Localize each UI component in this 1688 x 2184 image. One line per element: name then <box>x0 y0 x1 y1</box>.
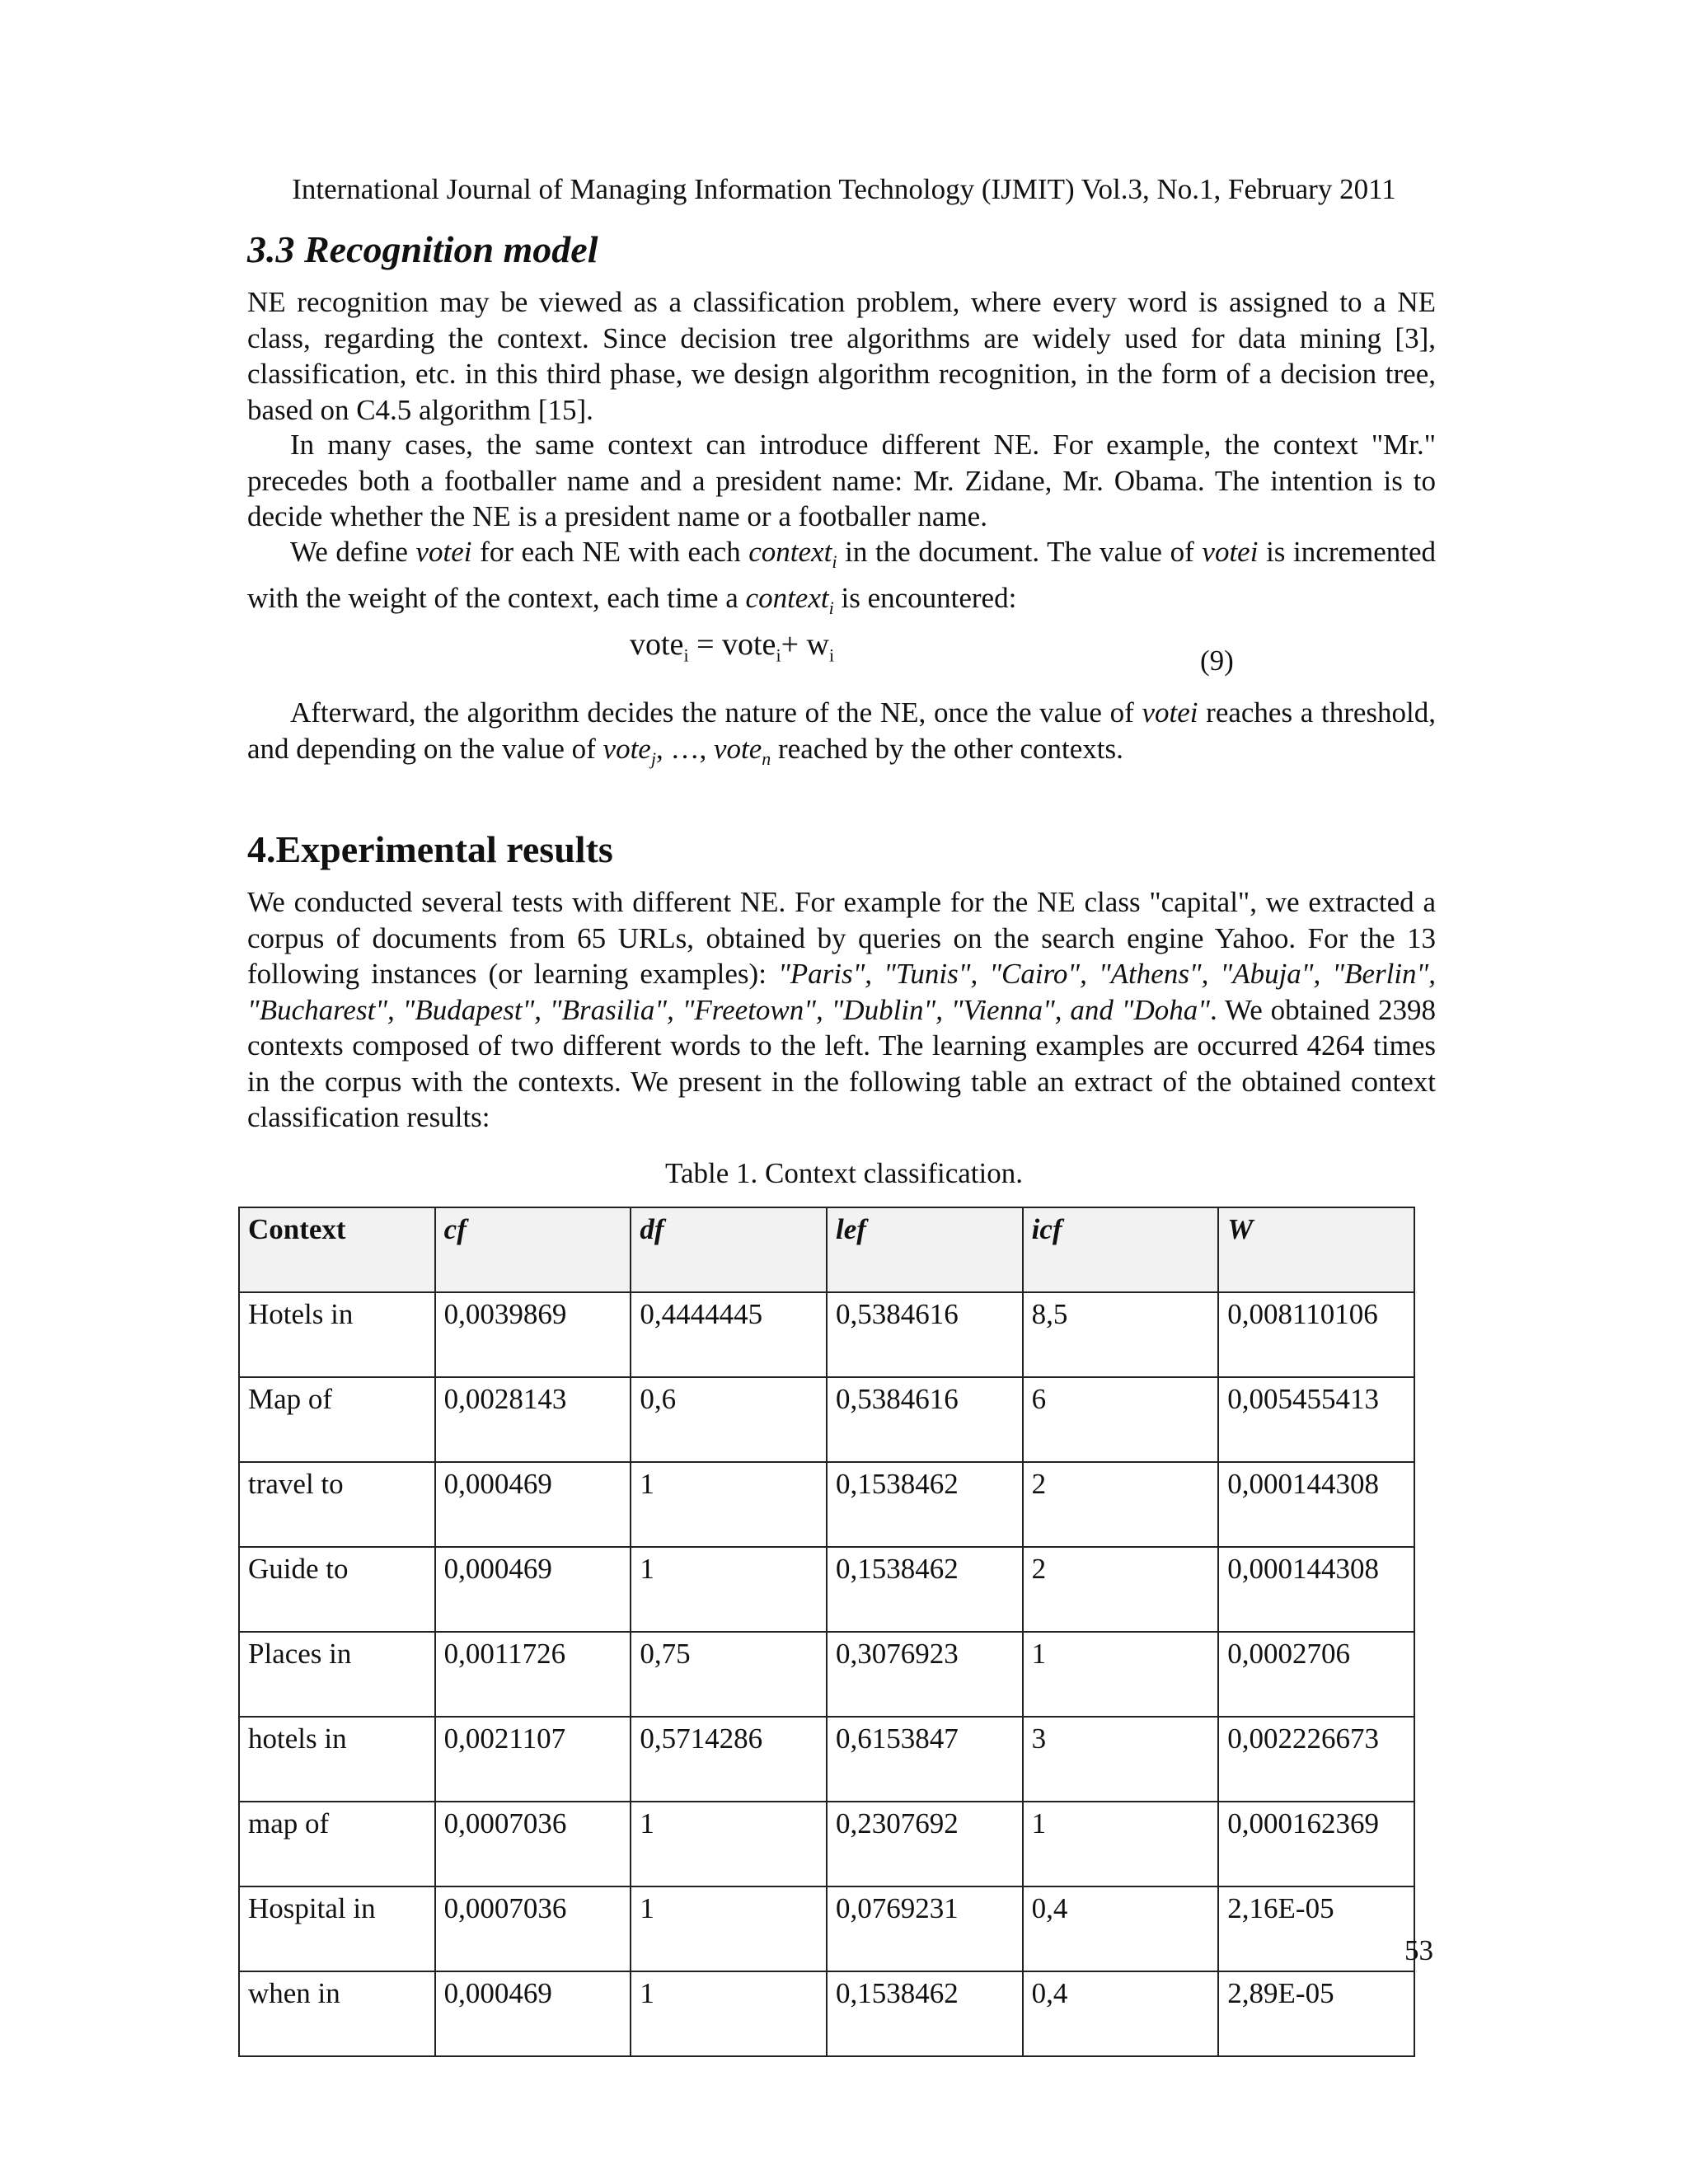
table-cell: 0,000469 <box>435 1547 631 1632</box>
table-row <box>239 1632 1414 1717</box>
paragraph-threshold: Afterward, the algorithm decides the nature of the NE, once the value of votei reaches a threshold, and depending on the value of vote$_j$, …, vote$_n$ reached by the other contexts. <box>247 696 1436 769</box>
table-row <box>239 1462 1414 1547</box>
table-cell: 2,16E-05 <box>1218 1886 1414 1971</box>
table-cell: Hospital in <box>239 1886 435 1971</box>
section-heading-experimental-results: 4.Experimental results <box>247 828 613 870</box>
equation-number: (9) <box>1200 644 1234 677</box>
paragraph-context-example: In many cases, the same context can introduce different NE. For example, the context "Mr." precedes both a footballer name and a president name: Mr. Zidane, Mr. Obama. The intention is to decide whether the NE is a president name or a footballer name. <box>247 429 1436 532</box>
table-cell: 0,0028143 <box>435 1377 631 1462</box>
table-cell: 0,000144308 <box>1218 1547 1414 1632</box>
table-cell: 0,0039869 <box>435 1292 631 1377</box>
table-cell: 0,5384616 <box>827 1377 1023 1462</box>
table-cell: travel to <box>239 1462 435 1547</box>
table-cell: 3 <box>1023 1717 1219 1802</box>
table-row <box>239 1547 1414 1632</box>
table-row <box>239 1886 1414 1971</box>
table-cell: 2 <box>1023 1547 1219 1632</box>
table-cell: 0,3076923 <box>827 1632 1023 1717</box>
table-cell: 0,4444445 <box>631 1292 827 1377</box>
table-cell: 0,0007036 <box>435 1802 631 1886</box>
table-cell: 0,000469 <box>435 1462 631 1547</box>
table-cell: 0,0769231 <box>827 1886 1023 1971</box>
table-cell: 8,5 <box>1023 1292 1219 1377</box>
table-cell: 0,002226673 <box>1218 1717 1414 1802</box>
table-cell: 0,000162369 <box>1218 1802 1414 1886</box>
table-cell: 0,4 <box>1023 1971 1219 2056</box>
table-cell: 1 <box>631 1886 827 1971</box>
table-cell: 0,4 <box>1023 1886 1219 1971</box>
table-row <box>239 1377 1414 1462</box>
table-cell: 0,000469 <box>435 1971 631 2056</box>
header-df: df <box>631 1207 827 1292</box>
table-cell: 0,0011726 <box>435 1632 631 1717</box>
table-cell: map of <box>239 1802 435 1886</box>
table-cell: 6 <box>1023 1377 1219 1462</box>
table-cell: hotels in <box>239 1717 435 1802</box>
table-cell: Guide to <box>239 1547 435 1632</box>
table-cell: 0,0007036 <box>435 1886 631 1971</box>
context-classification-table <box>238 1207 1415 2057</box>
table-cell: 1 <box>631 1547 827 1632</box>
header-cf: cf <box>435 1207 631 1292</box>
table-cell: 0,6 <box>631 1377 827 1462</box>
table-cell: Places in <box>239 1632 435 1717</box>
page-number: 53 <box>1404 1934 1433 1966</box>
table-cell: 0,1538462 <box>827 1971 1023 2056</box>
table-cell: 0,2307692 <box>827 1802 1023 1886</box>
table-cell: 1 <box>1023 1632 1219 1717</box>
table-cell: Map of <box>239 1377 435 1462</box>
table-cell: 0,000144308 <box>1218 1462 1414 1547</box>
table-cell: 2 <box>1023 1462 1219 1547</box>
table-cell: 0,1538462 <box>827 1547 1023 1632</box>
paragraph-vote-definition: We define votei for each NE with each context$_i$ in the document. The value of votei is incremented with the weight of the context, each time a context$_i$ is encountered: <box>247 536 1437 618</box>
table-cell: when in <box>239 1971 435 2056</box>
table-cell: 0,5714286 <box>631 1717 827 1802</box>
paragraph-experiments: We conducted several tests with different NE. For example for the NE class "capital", we extracted a corpus of documents from 65 URLs, obtained by queries on the search engine Yahoo. For the 13 following instances (or learning examples): "Paris", "Tunis", "Cairo", "Athens", "Abuja", "Berlin", "Bucharest", "Budapest", "Brasilia", "Freetown", "Dublin", "Vienna", and "Doha". We obtained 2398 contexts composed of two different words to the left. The learning examples are occurred 4264 times in the corpus with the contexts. We present in the following table an extract of the obtained context classification results: <box>247 886 1437 1133</box>
header-lef: lef <box>827 1207 1023 1292</box>
table-row <box>239 1802 1414 1886</box>
table-cell: 1 <box>1023 1802 1219 1886</box>
header-context: Context <box>239 1207 435 1292</box>
table-header-row <box>239 1207 1414 1292</box>
section-heading-recognition-model: 3.3 Recognition model <box>247 228 598 270</box>
table-cell: 2,89E-05 <box>1218 1971 1414 2056</box>
table-cell: 1 <box>631 1971 827 2056</box>
table-cell: 0,5384616 <box>827 1292 1023 1377</box>
equation-vote-update: vote$_i$ = vote$_i$+ $w_i$ <box>630 627 835 666</box>
table-row <box>239 1971 1414 2056</box>
table-cell: 0,005455413 <box>1218 1377 1414 1462</box>
table-cell: Hotels in <box>239 1292 435 1377</box>
table-caption: Table 1. Context classification. <box>665 1157 1023 1189</box>
journal-header: International Journal of Managing Information Technology (IJMIT) Vol.3, No.1, February 2011 <box>292 173 1396 205</box>
table-cell: 0,1538462 <box>827 1462 1023 1547</box>
header-w: W <box>1218 1207 1414 1292</box>
table-cell: 0,6153847 <box>827 1717 1023 1802</box>
table-cell: 0,0021107 <box>435 1717 631 1802</box>
table-cell: 1 <box>631 1462 827 1547</box>
header-icf: icf <box>1023 1207 1219 1292</box>
table-row <box>239 1717 1414 1802</box>
paragraph-recognition-intro: NE recognition may be viewed as a classification problem, where every word is assigned to a NE class, regarding the context. Since decision tree algorithms are widely used for data mining [3], classification, etc. in this third phase, we design algorithm recognition, in the form of a decision tree, based on C4.5 algorithm [15]. <box>247 286 1436 426</box>
table-cell: 0,008110106 <box>1218 1292 1414 1377</box>
table-row <box>239 1292 1414 1377</box>
table-cell: 1 <box>631 1802 827 1886</box>
table-cell: 0,75 <box>631 1632 827 1717</box>
table-cell: 0,0002706 <box>1218 1632 1414 1717</box>
